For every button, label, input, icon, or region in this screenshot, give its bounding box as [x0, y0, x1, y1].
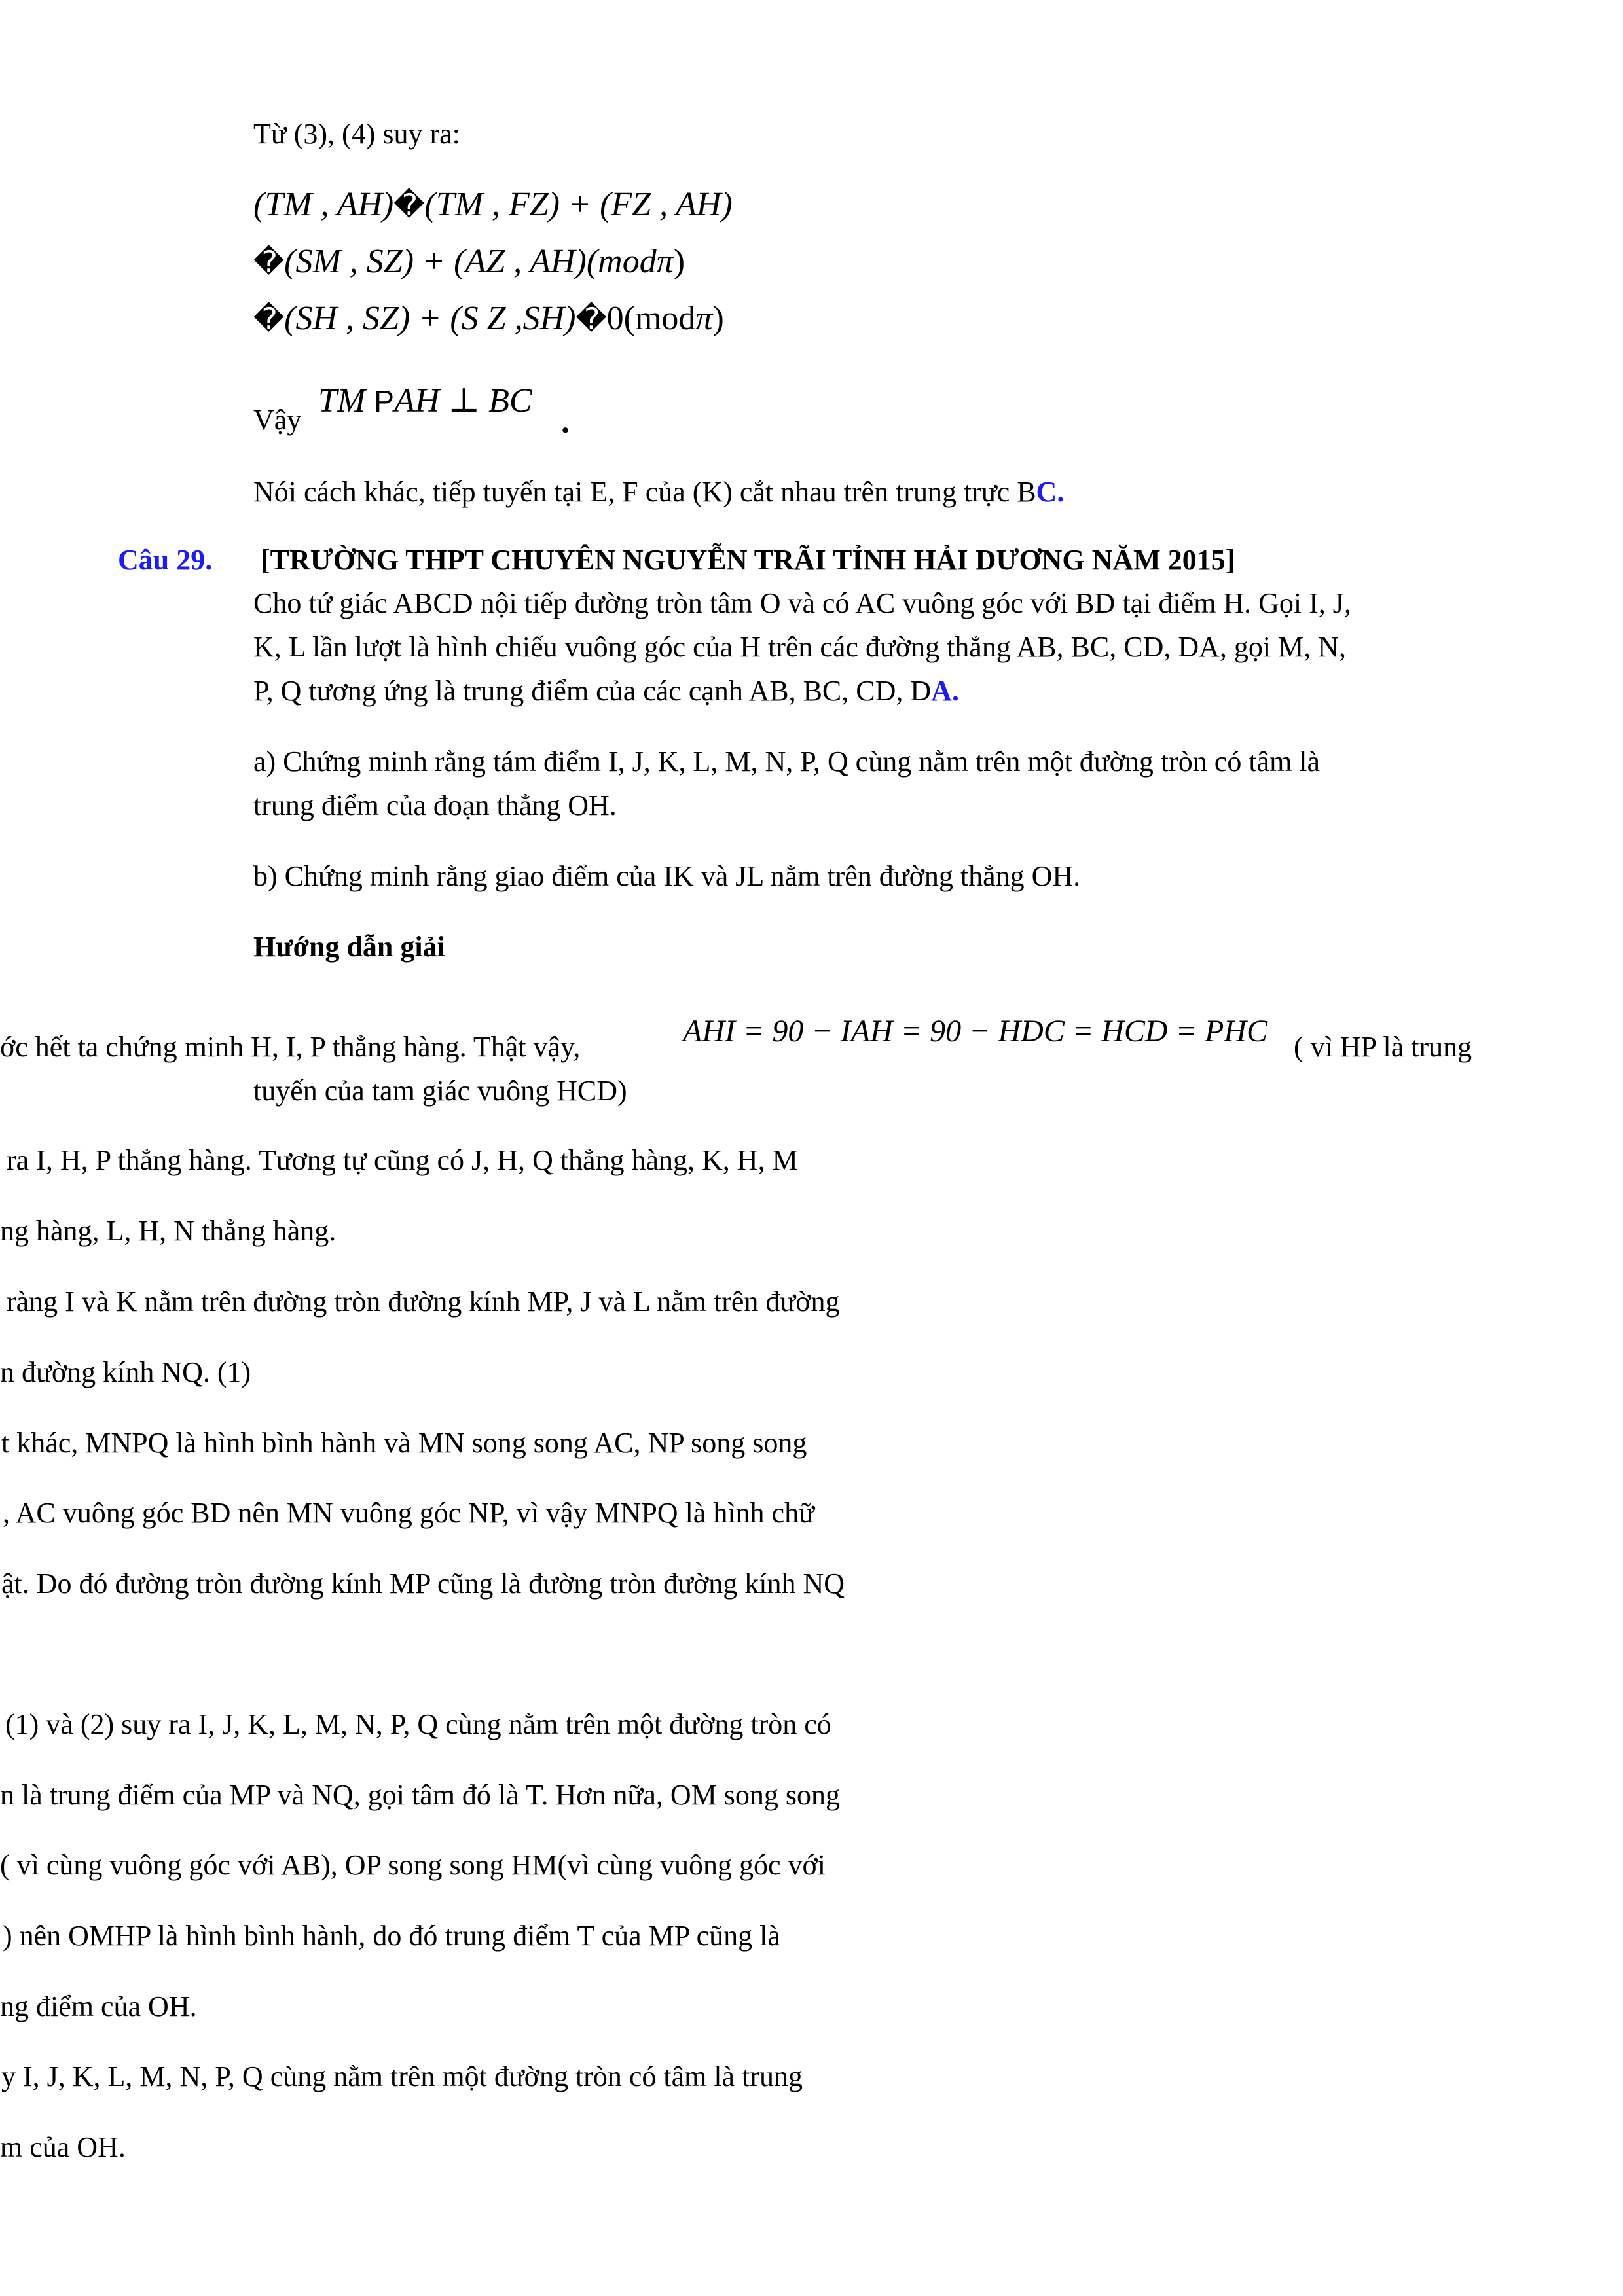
- equation-line-2: [253, 244, 685, 279]
- question-label: Câu 29.: [118, 544, 213, 576]
- solution-heading: Hướng dẫn giải: [253, 931, 445, 963]
- solution-line-1-text: ớc hết ta chứng minh H, I, P thẳng hàng. Thật vậy,: [0, 1031, 581, 1063]
- vay-bc: BC: [488, 382, 532, 420]
- solution-line-1-math: [683, 1014, 1267, 1049]
- vay-tm: TM: [318, 382, 366, 420]
- solution-line-5: ràng I và K nằm trên đường tròn đường kính MP, J và L nằm trên đường: [7, 1285, 840, 1318]
- conclusion-body: Nói cách khác, tiếp tuyến tại E, F của (K) cắt nhau trên trung trực B: [253, 476, 1036, 508]
- solution-line-3: ra I, H, P thẳng hàng. Tương tự cũng có J, H, Q thẳng hàng, K, H, M: [7, 1144, 798, 1176]
- problem-line-3: [253, 673, 959, 709]
- problem-line-2: K, L lần lượt là hình chiếu vuông góc của H trên các đường thẳng AB, BC, CD, DA, gọi M, N,: [253, 631, 1347, 663]
- solution-line-14: ng điểm của OH.: [0, 1990, 197, 2022]
- equation-line-3: [253, 301, 724, 336]
- problem-line-1: Cho tứ giác ABCD nội tiếp đường tròn tâm O và có AC vuông góc với BD tại điểm H. Gọi I, J,: [253, 587, 1351, 619]
- equation-line-1: [253, 187, 733, 223]
- replacement-glyph-icon: �: [575, 301, 607, 336]
- part-a-line-1: a) Chứng minh rằng tám điểm I, J, K, L, M, N, P, Q cùng nằm trên một đường tròn có tâm là: [253, 745, 1321, 778]
- solution-line-10: (1) và (2) suy ra I, J, K, L, M, N, P, Q cùng nằm trên một đường tròn có: [5, 1708, 831, 1740]
- solution-line-8: , AC vuông góc BD nên MN vuông góc NP, vì vậy MNPQ là hình chữ: [3, 1497, 814, 1529]
- eq-term: ): [673, 243, 685, 280]
- eq-term: (SH , SZ) + (S Z ,SH): [284, 300, 576, 337]
- question-source: [TRƯỜNG THPT CHUYÊN NGUYỄN TRÃI TỈNH HẢI DƯƠNG NĂM 2015]: [261, 544, 1235, 576]
- parallel-symbol: P: [374, 384, 394, 418]
- replacement-glyph-icon: �: [393, 187, 425, 223]
- problem-line-3-body: P, Q tương ứng là trung điểm của các cạnh AB, BC, CD, D: [253, 675, 932, 707]
- eq-term: (TM , FZ) + (FZ , AH): [424, 186, 733, 223]
- solution-line-11: n là trung điểm của MP và NQ, gọi tâm đó là T. Hơn nữa, OM song song: [0, 1779, 841, 1811]
- replacement-glyph-icon: �: [253, 244, 285, 279]
- solution-line-2: tuyến của tam giác vuông HCD): [253, 1075, 627, 1107]
- eq-term: (TM , AH): [253, 186, 394, 223]
- solution-line-13: ) nên OMHP là hình bình hành, do đó trung điểm T của MP cũng là: [3, 1920, 780, 1952]
- solution-line-16: m của OH.: [0, 2131, 126, 2163]
- solution-line-7: t khác, MNPQ là hình bình hành và MN song song AC, NP song song: [1, 1427, 807, 1459]
- solution-line-15: y I, J, K, L, M, N, P, Q cùng nằm trên một đường tròn có tâm là trung: [1, 2060, 803, 2092]
- eq-pi: π: [695, 300, 713, 337]
- solution-line-12: ( vì cùng vuông góc với AB), OP song song HM(vì cùng vuông góc với: [0, 1849, 826, 1881]
- perpendicular-symbol: ⊥: [448, 382, 481, 420]
- replacement-glyph-icon: �: [253, 301, 285, 336]
- eq-pi: π: [656, 243, 674, 280]
- eq-term: (SM , SZ) + (AZ , AH)(mod: [284, 243, 657, 280]
- solution-line-4: ng hàng, L, H, N thẳng hàng.: [0, 1215, 337, 1247]
- intro-text: Từ (3), (4) suy ra:: [253, 118, 460, 150]
- conclusion-highlight: C.: [1036, 476, 1065, 508]
- vay-ah: AH: [393, 382, 440, 420]
- part-a-line-2: trung điểm của đoạn thẳng OH.: [253, 789, 617, 821]
- vay-period: .: [561, 403, 570, 440]
- solution-line-1-tail: ( vì HP là trung: [1294, 1031, 1472, 1063]
- problem-highlight: A.: [931, 675, 959, 707]
- eq-term: ): [712, 300, 724, 337]
- vay-label: Vậy: [253, 404, 302, 436]
- eq-term: 0(mod: [606, 300, 696, 337]
- solution-line-9: ật. Do đó đường tròn đường kính MP cũng là đường tròn đường kính NQ: [1, 1568, 845, 1600]
- vay-math: [318, 384, 532, 419]
- part-b: b) Chứng minh rằng giao điểm của IK và JL nằm trên đường thẳng OH.: [253, 860, 1081, 892]
- solution-line-6: n đường kính NQ. (1): [0, 1356, 251, 1388]
- angle-chain: AHI = 90 − IAH = 90 − HDC = HCD = PHC: [683, 1014, 1267, 1049]
- conclusion-text: [253, 475, 1064, 510]
